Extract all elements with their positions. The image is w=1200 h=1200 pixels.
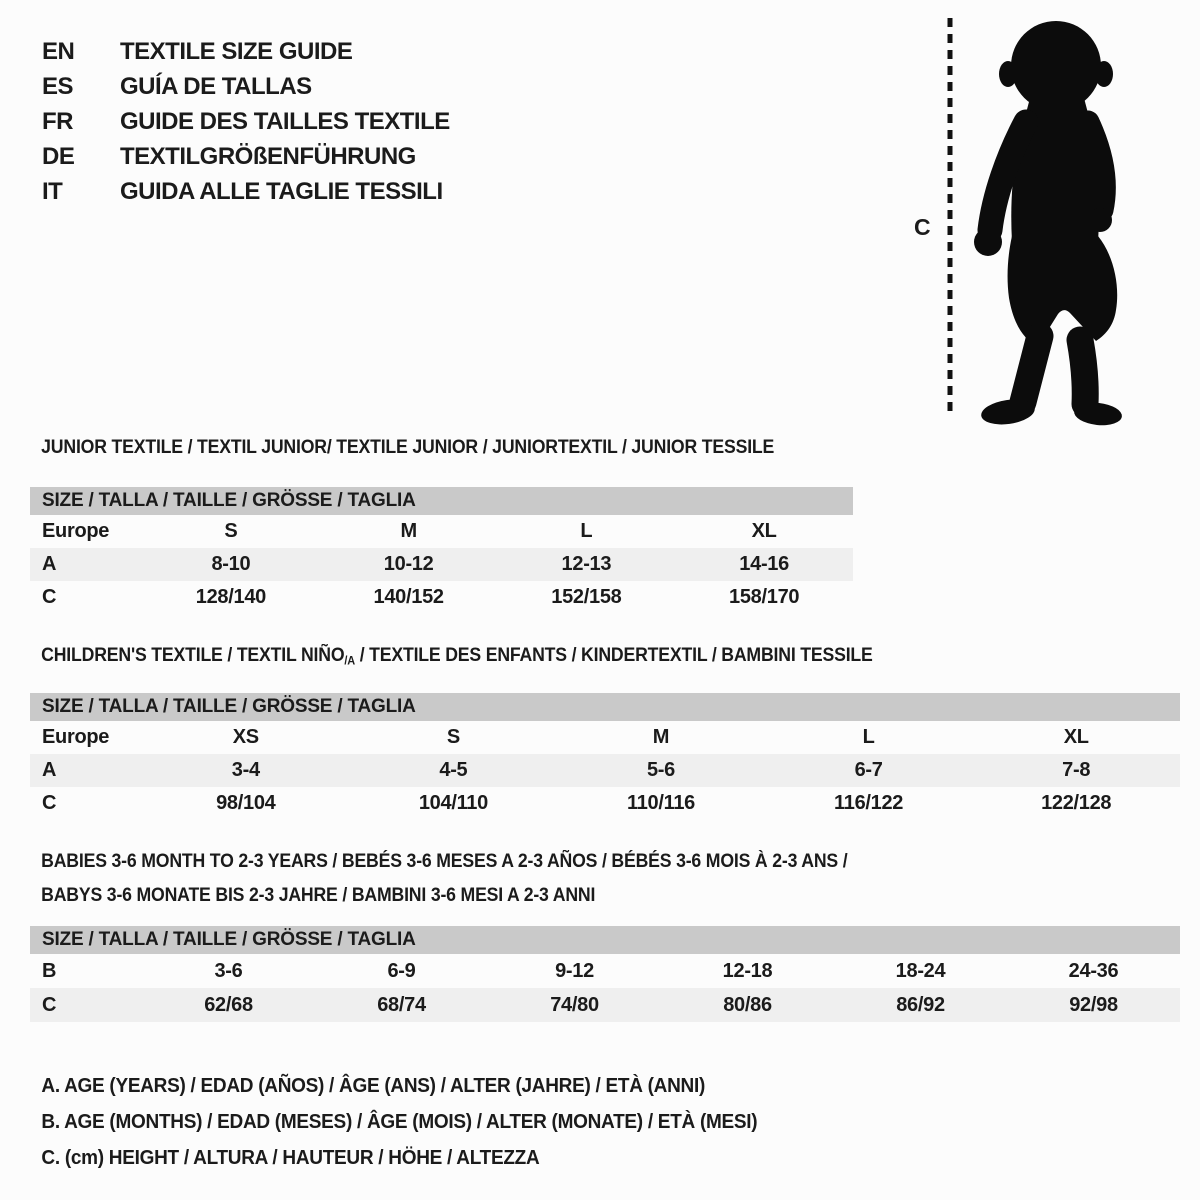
age-cell: 7-8 (1062, 759, 1091, 782)
language-code: ES (42, 72, 74, 100)
table-row (30, 581, 853, 614)
age-cell: 9-12 (555, 959, 594, 982)
language-row-en (42, 34, 450, 69)
size-cell: XL (1063, 726, 1089, 749)
height-cell: 62/68 (204, 993, 253, 1016)
age-cell: 14-16 (739, 553, 789, 575)
children-heading (30, 645, 1100, 667)
height-cell: 122/128 (1041, 792, 1112, 815)
row-label: C (42, 993, 57, 1016)
row-label: Europe (42, 520, 110, 542)
age-cell: 24-36 (1068, 959, 1119, 982)
footnote-legend (30, 1068, 796, 1176)
language-title: GUIDA ALLE TAGLIE TESSILI (120, 177, 443, 205)
age-cell: 6-7 (854, 759, 883, 782)
children-section (30, 645, 1180, 820)
height-cell: 116/122 (834, 792, 904, 815)
children-heading-post: / TEXTILE DES ENFANTS / KINDERTEXTIL / BAMBINI TESSILE (354, 645, 873, 666)
children-heading-sub: /A (344, 654, 355, 668)
age-cell: 3-6 (214, 959, 243, 982)
row-label: C (42, 792, 57, 815)
size-cell: L (580, 520, 593, 542)
height-cell: 80/86 (723, 993, 772, 1016)
age-cell: 4-5 (439, 759, 468, 782)
table-row (30, 721, 1180, 754)
height-measure-figure (898, 8, 1158, 432)
age-cell: 5-6 (646, 759, 675, 782)
size-cell: M (652, 726, 670, 749)
size-cell: S (446, 726, 460, 749)
height-cell: 74/80 (550, 993, 599, 1016)
children-size-header: SIZE / TALLA / TAILLE / GRÖSSE / TAGLIA (30, 693, 1180, 721)
children-heading-pre: CHILDREN'S TEXTILE / TEXTIL NIÑO (41, 645, 345, 666)
age-cell: 8-10 (211, 553, 251, 575)
age-cell: 10-12 (383, 553, 434, 575)
age-cell: 12-18 (722, 959, 773, 982)
table-row (30, 954, 1180, 988)
junior-section (30, 437, 853, 614)
row-label: Europe (42, 726, 110, 749)
age-cell: 6-9 (387, 959, 416, 982)
row-label: B (42, 959, 57, 982)
table-row (30, 548, 853, 581)
height-cell: 92/98 (1069, 993, 1118, 1016)
size-cell: XS (232, 726, 259, 749)
size-cell: M (400, 520, 417, 542)
row-label: A (42, 759, 57, 782)
table-row (30, 988, 1180, 1022)
age-cell: 12-13 (561, 553, 612, 575)
babies-section (30, 845, 1180, 1022)
babies-heading-line1: BABIES 3-6 MONTH TO 2-3 YEARS / BEBÉS 3-6 MESES A 2-3 AÑOS / BÉBÉS 3-6 MOIS À 2-3 ANS / (41, 851, 848, 872)
table-row (30, 787, 1180, 820)
language-row-es (42, 69, 450, 104)
table-row (30, 754, 1180, 787)
language-title: GUÍA DE TALLAS (120, 72, 312, 100)
age-cell: 3-4 (231, 759, 260, 782)
language-title: GUIDE DES TAILLES TEXTILE (120, 107, 450, 135)
language-row-fr (42, 104, 450, 139)
footnote-b: B. AGE (MONTHS) / EDAD (MESES) / ÂGE (MOIS) / ALTER (MONATE) / ETÀ (MESI) (41, 1111, 758, 1133)
babies-size-header: SIZE / TALLA / TAILLE / GRÖSSE / TAGLIA (30, 926, 1180, 954)
language-code: EN (42, 37, 75, 65)
height-cell: 110/116 (626, 792, 695, 815)
junior-heading: JUNIOR TEXTILE / TEXTIL JUNIOR/ TEXTILE JUNIOR / JUNIORTEXTIL / JUNIOR TESSILE (41, 437, 775, 458)
language-code: FR (42, 107, 73, 135)
size-cell: L (862, 726, 875, 749)
height-cell: 104/110 (418, 792, 488, 815)
size-cell: XL (751, 520, 777, 542)
age-cell: 18-24 (895, 959, 946, 982)
height-measure-label: C (914, 214, 931, 240)
row-label: C (42, 586, 57, 608)
language-code: DE (42, 142, 75, 170)
height-cell: 128/140 (195, 586, 266, 608)
junior-size-header: SIZE / TALLA / TAILLE / GRÖSSE / TAGLIA (30, 487, 853, 515)
height-cell: 86/92 (896, 993, 945, 1016)
language-row-de (42, 139, 450, 174)
language-title: TEXTILE SIZE GUIDE (120, 37, 353, 65)
language-code: IT (42, 177, 63, 205)
height-cell: 98/104 (216, 792, 276, 815)
language-title-list (42, 34, 450, 209)
toddler-silhouette-icon (898, 8, 1158, 432)
height-cell: 158/170 (729, 586, 800, 608)
footnote-c: C. (cm) HEIGHT / ALTURA / HAUTEUR / HÖHE / ALTEZZA (41, 1147, 540, 1169)
height-cell: 68/74 (377, 993, 426, 1016)
height-cell: 152/158 (551, 586, 622, 608)
language-title: TEXTILGRÖßENFÜHRUNG (120, 142, 416, 170)
table-row (30, 515, 853, 548)
babies-heading-line2: BABYS 3-6 MONATE BIS 2-3 JAHRE / BAMBINI 3-6 MESI A 2-3 ANNI (41, 885, 596, 906)
toddler-silhouette-shape (974, 21, 1123, 428)
size-cell: S (224, 520, 238, 542)
height-cell: 140/152 (373, 586, 444, 608)
row-label: A (42, 553, 57, 575)
footnote-a: A. AGE (YEARS) / EDAD (AÑOS) / ÂGE (ANS) / ALTER (JAHRE) / ETÀ (ANNI) (41, 1075, 706, 1097)
language-row-it (42, 174, 450, 209)
